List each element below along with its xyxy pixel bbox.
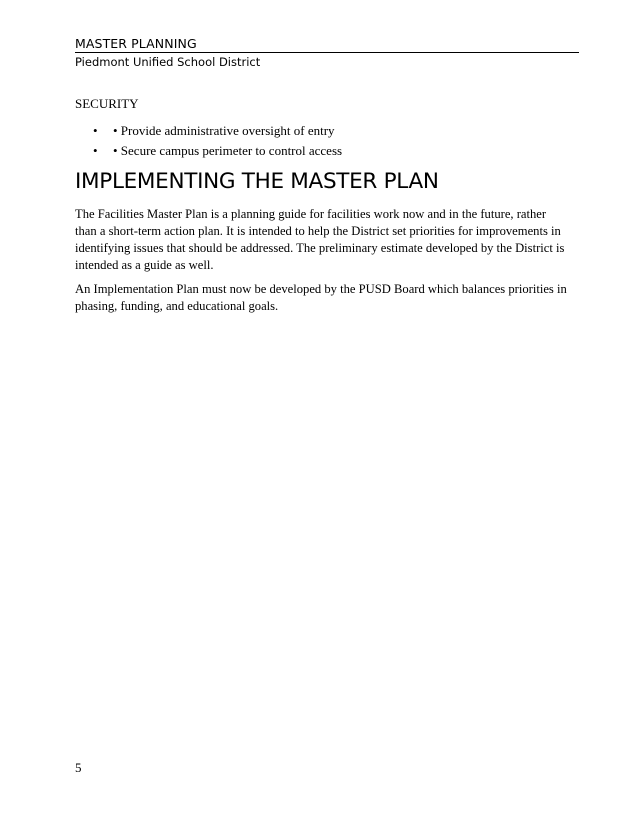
header-subtitle: Piedmont Unified School District [75, 55, 261, 69]
body-paragraph: An Implementation Plan must now be developed by the PUSD Board which balances priorities in phasing, funding, and educational goals. [75, 282, 567, 313]
list-item-text: • Secure campus perimeter to control access [113, 143, 343, 158]
page-number: 5 [75, 760, 82, 775]
bullet-marker: • [93, 123, 98, 138]
section-heading: IMPLEMENTING THE MASTER PLAN [75, 169, 439, 194]
header-rule [75, 52, 579, 53]
bullet-marker: • [93, 143, 98, 158]
header-title: MASTER PLANNING [75, 36, 197, 51]
list-item [93, 122, 342, 142]
bullet-list [93, 122, 342, 162]
list-item [93, 142, 342, 162]
running-header [75, 37, 579, 70]
body-paragraph: The Facilities Master Plan is a planning guide for facilities work now and in the future, rather than a short-term action plan. It is intended to help the District set priorities for improvements in identifying issues that should be addressed. The preliminary estimate developed by the District is intended as a guide as well. [75, 207, 565, 272]
section-label: SECURITY [75, 96, 139, 111]
list-item-text: • Provide administrative oversight of entry [113, 123, 335, 138]
